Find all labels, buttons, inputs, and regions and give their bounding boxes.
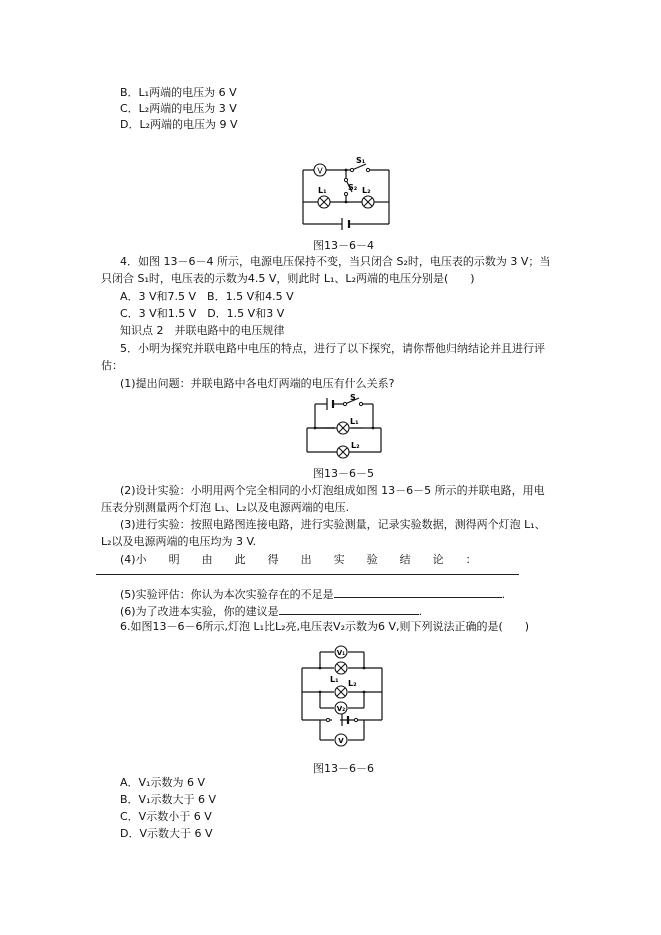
period: . — [501, 588, 506, 601]
v1-label: V₁ — [336, 649, 346, 657]
v-label: V — [338, 737, 344, 745]
answer-blank-deficiency[interactable] — [334, 586, 502, 598]
l1-label: L₁ — [330, 675, 339, 684]
switch-label: S — [350, 394, 356, 402]
question-6-option-d: D．V示数大于 6 V — [120, 827, 213, 840]
question-5-part-2-line-2: 压表分别测量两个灯泡 L₁、L₂以及电源两端的电压. — [101, 501, 350, 514]
s1-label: S₁ — [356, 156, 366, 165]
question-4-line-2: 只闭合 S₁时，电压表的示数为4.5 V，则此时 L₁、L₂两端的电压分别是( ) — [101, 272, 475, 285]
voltmeter-label: V — [317, 166, 323, 176]
period: . — [418, 605, 423, 618]
answer-blank-suggestion[interactable] — [279, 603, 419, 615]
l1-label: L₁ — [350, 417, 359, 426]
v2-label: V₂ — [336, 705, 346, 713]
s2-label: S₂ — [348, 183, 358, 192]
question-5-part-6 — [120, 603, 422, 619]
question-5-part-5 — [120, 586, 505, 602]
question-5-line-2: 估： — [101, 359, 123, 372]
circuit-figure-13-6-6 — [298, 640, 386, 752]
question-6-text: 6.如图13－6－6所示,灯泡 L₁比L₂亮,电压表V₂示数为6 V,则下列说法正确的是( ) — [120, 620, 530, 633]
l2-label: L₂ — [362, 186, 371, 195]
figure-caption-13-6-5: 图13－6－5 — [313, 467, 374, 480]
l1-label: L₁ — [318, 186, 327, 195]
question-5-part-6-text: (6)为了改进本实验，你的建议是 — [120, 605, 279, 618]
option-b-q3: B．L₁两端的电压为 6 V — [120, 86, 237, 99]
question-5-part-3-line-2: L₂以及电源两端的电压均为 3 V. — [101, 535, 257, 548]
question-5-part-2-line-1: (2)设计实验：小明用两个完全相同的小灯泡组成如图 13－6－5 所示的并联电路，用电 — [120, 484, 545, 497]
question-5-part-5-text: (5)实验评估：你认为本次实验存在的不足是 — [120, 588, 334, 601]
knowledge-point-2-heading: 知识点 2 并联电路中的电压规律 — [120, 324, 285, 337]
l2-label: L₂ — [348, 679, 357, 688]
option-d-q3: D．L₂两端的电压为 9 V — [120, 118, 238, 131]
question-5-part-4: (4)小 明 由 此 得 出 实 验 结 论 ： — [120, 553, 477, 566]
question-4-options-ab: A．3 V和7.5 V B．1.5 V和4.5 V — [120, 290, 294, 303]
question-4-line-1: 4．如图 13－6－4 所示，电源电压保持不变，当只闭合 S₂时，电压表的示数为 3 V；当 — [120, 255, 551, 268]
figure-caption-13-6-4: 图13－6－4 — [313, 239, 374, 252]
circuit-figure-13-6-5 — [305, 394, 383, 460]
question-4-options-cd: C．3 V和1.5 V D．1.5 V和3 V — [120, 307, 285, 320]
question-5-line-1: 5．小明为探究并联电路中电压的特点，进行了以下探究，请你帮他归纳结论并且进行评 — [120, 342, 545, 355]
option-c-q3: C．L₂两端的电压为 3 V — [120, 102, 237, 115]
question-5-part-3-line-1: (3)进行实验：按照电路图连接电路，进行实验测量，记录实验数据，测得两个灯泡 L₁、 — [120, 518, 546, 531]
question-5-part-1: (1)提出问题：并联电路中各电灯两端的电压有什么关系? — [120, 377, 395, 390]
figure-caption-13-6-6: 图13－6－6 — [313, 762, 374, 775]
question-6-option-c: C．V示数小于 6 V — [120, 810, 212, 823]
answer-blank-conclusion[interactable] — [96, 563, 519, 575]
l2-label: L₂ — [351, 441, 360, 450]
question-6-option-b: B．V₁示数大于 6 V — [120, 793, 216, 806]
circuit-figure-13-6-4 — [296, 154, 396, 232]
question-6-option-a: A．V₁示数为 6 V — [120, 776, 205, 789]
